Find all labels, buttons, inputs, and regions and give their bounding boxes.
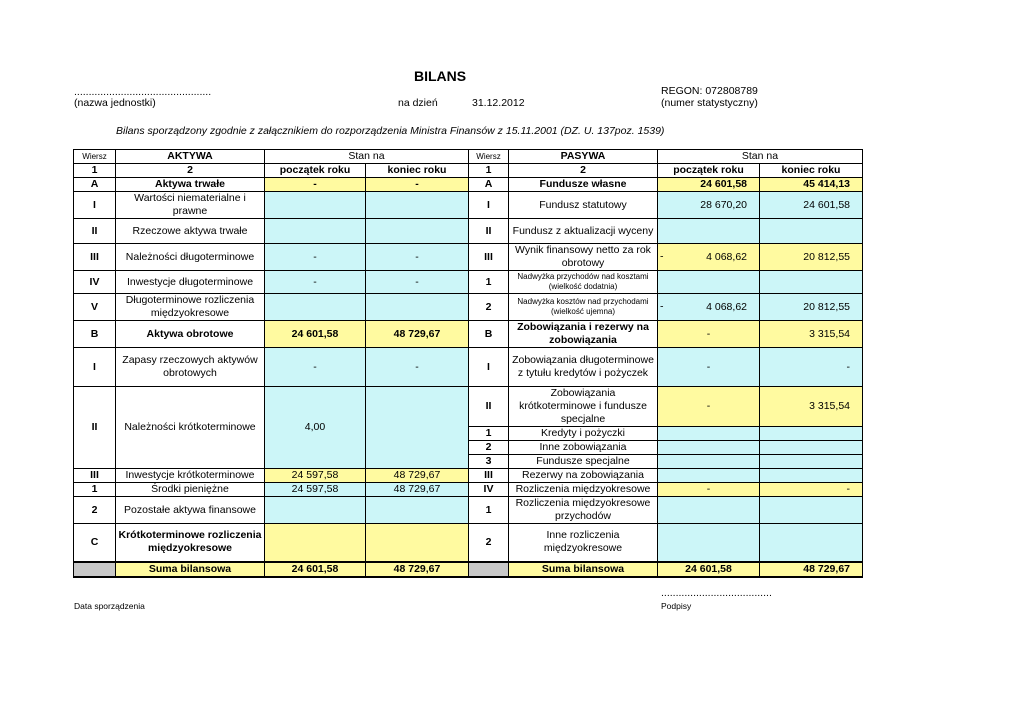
value-end xyxy=(760,469,863,483)
row-number: IV xyxy=(469,483,509,497)
row-label: Wartości niematerialne i prawne xyxy=(116,192,265,219)
value-end xyxy=(366,387,469,469)
value-start: 28 670,20 xyxy=(658,192,760,219)
row-label: Zobowiązania krótkoterminowe i fundusze specjalne xyxy=(509,387,658,427)
row-number: IV xyxy=(74,271,116,294)
row-number: II xyxy=(469,387,509,427)
row-label: Zobowiązania długoterminowe z tytułu kredytów i pożyczek xyxy=(509,348,658,387)
value-start: 24 601,58 xyxy=(658,178,760,192)
row-label: Wynik finansowy netto za rok obrotowy xyxy=(509,244,658,271)
header-pasywa: PASYWA xyxy=(509,150,658,164)
value-start-text: 4 068,62 xyxy=(706,250,747,263)
value-start xyxy=(658,244,760,271)
row-label: Rozliczenia międzyokresowe przychodów xyxy=(509,497,658,524)
value-end xyxy=(760,524,863,562)
header-start-left: początek roku xyxy=(265,164,366,178)
document-title: BILANS xyxy=(414,68,467,84)
row-label: Fundusz z aktualizacji wyceny xyxy=(509,219,658,244)
value-end: - xyxy=(366,178,469,192)
value-end xyxy=(366,219,469,244)
row-label: Inwestycje krótkoterminowe xyxy=(116,469,265,483)
row-number: I xyxy=(469,348,509,387)
colnum-1: 1 xyxy=(74,164,116,178)
row-label: Pozostałe aktywa finansowe xyxy=(116,497,265,524)
row-label: Krótkoterminowe rozliczenia międzyokresowe xyxy=(116,524,265,562)
row-label: Środki pieniężne xyxy=(116,483,265,497)
sum-end: 48 729,67 xyxy=(366,562,469,577)
row-number: I xyxy=(74,348,116,387)
value-start: 24 597,58 xyxy=(265,483,366,497)
header-end-right: koniec roku xyxy=(760,164,863,178)
regon: REGON: 072808789 xyxy=(661,85,758,97)
signature-label: Podpisy xyxy=(661,601,692,611)
header-start-right: początek roku xyxy=(658,164,760,178)
sum-row-number xyxy=(74,562,116,577)
sum-end: 48 729,67 xyxy=(760,562,863,577)
value-end: 48 729,67 xyxy=(366,321,469,348)
row-number: A xyxy=(74,178,116,192)
value-end: - xyxy=(366,271,469,294)
value-end: - xyxy=(760,348,863,387)
row-number: 1 xyxy=(74,483,116,497)
row-label: Inwestycje długoterminowe xyxy=(116,271,265,294)
value-start xyxy=(658,455,760,469)
header-wiersz-right: Wiersz xyxy=(469,150,509,164)
row-number: III xyxy=(74,469,116,483)
row-label: Rzeczowe aktywa trwałe xyxy=(116,219,265,244)
sum-label: Suma bilansowa xyxy=(509,562,658,577)
header-wiersz-left: Wiersz xyxy=(74,150,116,164)
value-start xyxy=(265,219,366,244)
header-end-left: koniec roku xyxy=(366,164,469,178)
value-end xyxy=(366,497,469,524)
value-end xyxy=(760,497,863,524)
value-start: - xyxy=(658,483,760,497)
value-start: - xyxy=(265,271,366,294)
row-number: 2 xyxy=(469,441,509,455)
colnum-2: 2 xyxy=(509,164,658,178)
row-number: III xyxy=(74,244,116,271)
value-end xyxy=(760,219,863,244)
value-start xyxy=(658,294,760,321)
value-start: - xyxy=(658,387,760,427)
value-end xyxy=(760,271,863,294)
value-start xyxy=(658,524,760,562)
value-start: 4,00 xyxy=(265,387,366,469)
negative-sign: - xyxy=(660,250,664,263)
value-start xyxy=(658,271,760,294)
row-number: II xyxy=(469,219,509,244)
row-number: I xyxy=(74,192,116,219)
value-end xyxy=(760,427,863,441)
subtitle: Bilans sporządzony zgodnie z załącznikiem do rozporządzenia Ministra Finansów z 15.11.2001 (DZ. U. 137poz. 1539) xyxy=(116,125,665,137)
value-end: - xyxy=(366,244,469,271)
row-number: B xyxy=(469,321,509,348)
sum-label: Suma bilansowa xyxy=(116,562,265,577)
sum-start: 24 601,58 xyxy=(265,562,366,577)
value-end xyxy=(366,192,469,219)
row-label: Długoterminowe rozliczenia międzyokresowe xyxy=(116,294,265,321)
row-label: Inne zobowiązania xyxy=(509,441,658,455)
value-end xyxy=(760,441,863,455)
row-label: Zapasy rzeczowych aktywów obrotowych xyxy=(116,348,265,387)
value-start xyxy=(658,469,760,483)
value-start xyxy=(265,192,366,219)
row-number: 2 xyxy=(74,497,116,524)
row-label: Należności krótkoterminowe xyxy=(116,387,265,469)
sum-row-number xyxy=(469,562,509,577)
value-start xyxy=(265,497,366,524)
row-label: Aktywa obrotowe xyxy=(116,321,265,348)
unit-name-dots: ............................................... xyxy=(74,86,212,98)
row-number: III xyxy=(469,469,509,483)
row-number: II xyxy=(74,219,116,244)
row-number: 2 xyxy=(469,294,509,321)
value-start: 24 601,58 xyxy=(265,321,366,348)
value-start xyxy=(658,427,760,441)
row-number: II xyxy=(74,387,116,469)
row-number: V xyxy=(74,294,116,321)
row-label: Należności długoterminowe xyxy=(116,244,265,271)
balance-sheet-table xyxy=(73,149,863,578)
row-label: Fundusze specjalne xyxy=(509,455,658,469)
colnum-1: 1 xyxy=(469,164,509,178)
row-label: Rozliczenia międzyokresowe xyxy=(509,483,658,497)
value-end: 45 414,13 xyxy=(760,178,863,192)
value-start: - xyxy=(658,321,760,348)
date-value: 31.12.2012 xyxy=(472,97,525,109)
row-number: A xyxy=(469,178,509,192)
value-end xyxy=(366,524,469,562)
value-end xyxy=(760,455,863,469)
row-number: 1 xyxy=(469,271,509,294)
value-end xyxy=(366,294,469,321)
sum-start: 24 601,58 xyxy=(658,562,760,577)
value-start: - xyxy=(265,348,366,387)
value-start xyxy=(265,524,366,562)
value-start xyxy=(658,219,760,244)
row-label: Rezerwy na zobowiązania xyxy=(509,469,658,483)
value-end: 48 729,67 xyxy=(366,469,469,483)
value-end: 3 315,54 xyxy=(760,321,863,348)
row-number: I xyxy=(469,192,509,219)
signature-dots: ...................................... xyxy=(661,587,772,599)
header-aktywa: AKTYWA xyxy=(116,150,265,164)
row-number: 2 xyxy=(469,524,509,562)
value-end: - xyxy=(366,348,469,387)
row-label: Nadwyżka przychodów nad kosztami (wielkość dodatnia) xyxy=(509,271,658,294)
value-start: 24 597,58 xyxy=(265,469,366,483)
row-label: Aktywa trwałe xyxy=(116,178,265,192)
value-end: - xyxy=(760,483,863,497)
header-stan-left: Stan na xyxy=(265,150,469,164)
row-label: Inne rozliczenia międzyokresowe xyxy=(509,524,658,562)
value-end: 48 729,67 xyxy=(366,483,469,497)
stat-number-label: (numer statystyczny) xyxy=(661,97,758,109)
row-number: 1 xyxy=(469,497,509,524)
row-number: C xyxy=(74,524,116,562)
colnum-2: 2 xyxy=(116,164,265,178)
value-end: 20 812,55 xyxy=(760,294,863,321)
value-start-text: 4 068,62 xyxy=(706,300,747,313)
value-end: 24 601,58 xyxy=(760,192,863,219)
row-label: Kredyty i pożyczki xyxy=(509,427,658,441)
footer-date-label: Data sporządzenia xyxy=(74,601,145,611)
value-start: - xyxy=(265,178,366,192)
value-start xyxy=(265,294,366,321)
value-start: - xyxy=(658,348,760,387)
value-start xyxy=(658,497,760,524)
row-number: 3 xyxy=(469,455,509,469)
date-label: na dzień xyxy=(398,97,438,109)
header-stan-right: Stan na xyxy=(658,150,863,164)
row-label: Zobowiązania i rezerwy na zobowiązania xyxy=(509,321,658,348)
row-label: Fundusze własne xyxy=(509,178,658,192)
value-end: 20 812,55 xyxy=(760,244,863,271)
value-start xyxy=(658,441,760,455)
value-start: - xyxy=(265,244,366,271)
negative-sign: - xyxy=(660,300,664,313)
row-number: III xyxy=(469,244,509,271)
value-end: 3 315,54 xyxy=(760,387,863,427)
row-label: Fundusz statutowy xyxy=(509,192,658,219)
row-number: 1 xyxy=(469,427,509,441)
row-label: Nadwyżka kosztów nad przychodami (wielkość ujemna) xyxy=(509,294,658,321)
unit-name-label: (nazwa jednostki) xyxy=(74,97,156,109)
row-number: B xyxy=(74,321,116,348)
